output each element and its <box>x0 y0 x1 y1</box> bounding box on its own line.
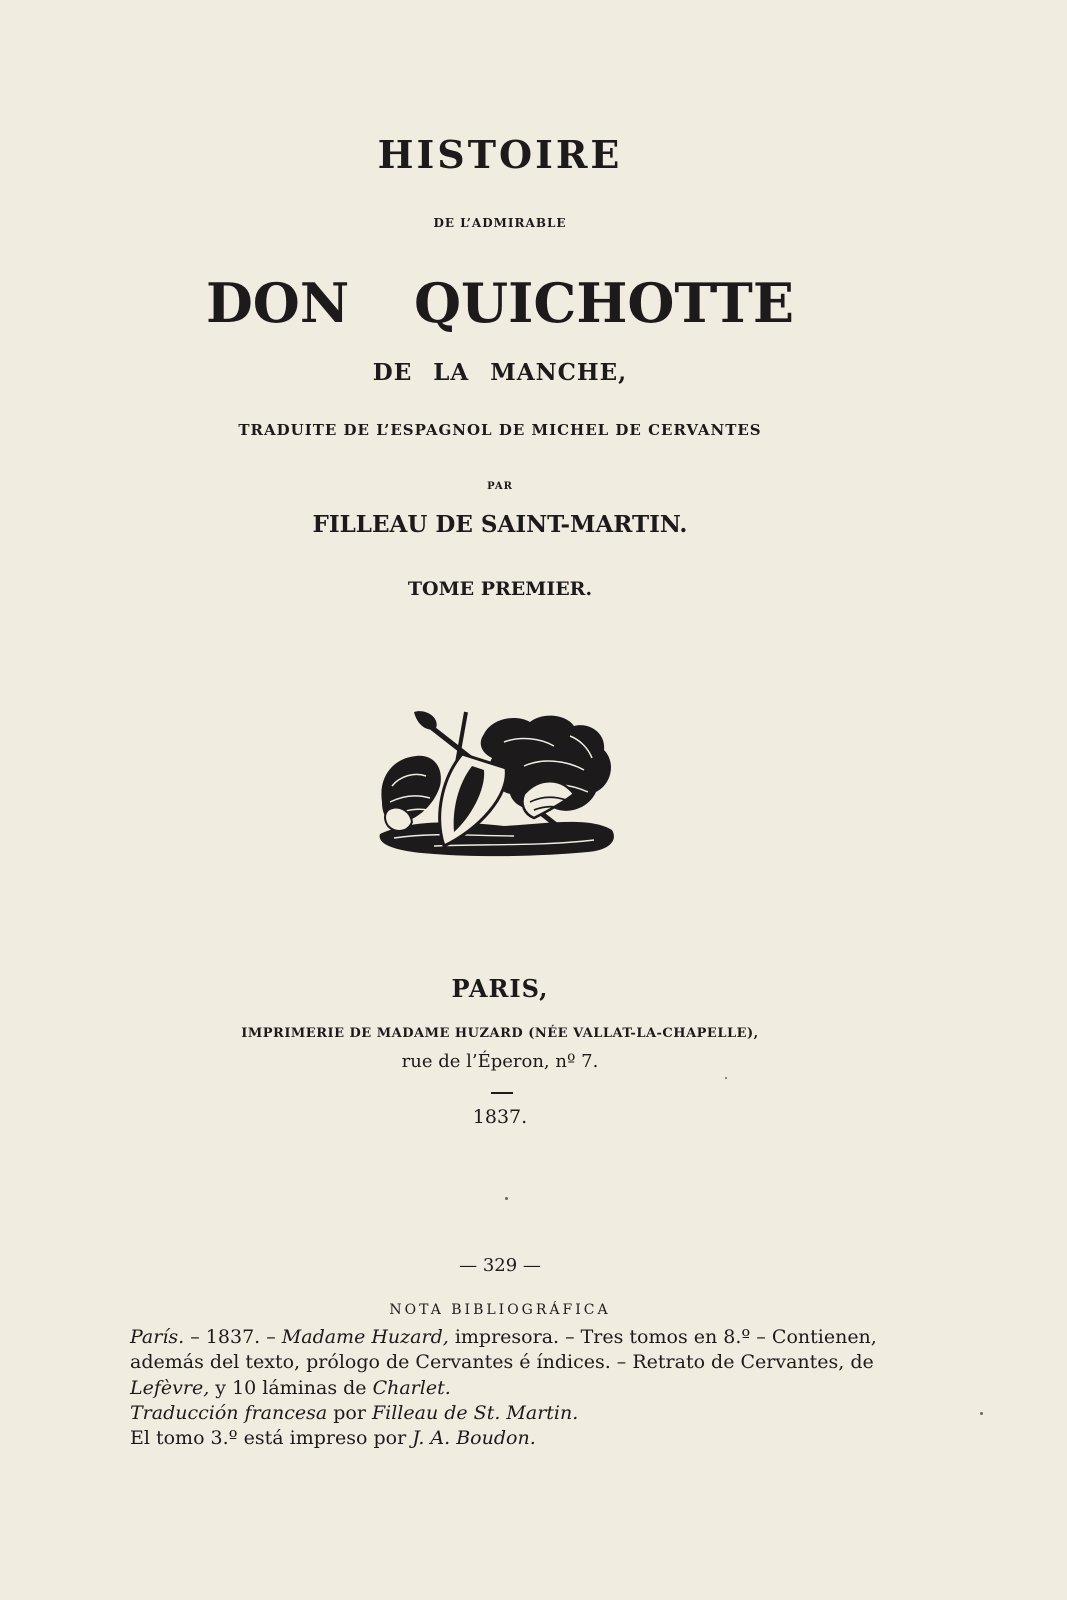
note-por: por <box>327 1402 372 1424</box>
title-de-la-manche: DE LA MANCHE, <box>372 359 628 386</box>
title-de-ladmirable: DE L’ADMIRABLE <box>433 216 567 230</box>
note-line-5 <box>130 1429 890 1448</box>
imprint-address: rue de l’Éperon, nº 7. <box>401 1051 599 1072</box>
woodcut-vignette-icon <box>374 706 624 866</box>
page-number: — 329 — <box>459 1255 541 1276</box>
paper-speck <box>980 1412 983 1415</box>
note-line-3 <box>130 1379 890 1398</box>
note-traduccion: Traducción francesa <box>130 1402 328 1424</box>
note-filleau: Filleau de St. Martin. <box>371 1402 579 1424</box>
note-line-2: además del texto, prólogo de Cervantes é índices. – Retrato de Cervantes, de <box>130 1351 874 1373</box>
note-lefevre: Lefèvre, <box>130 1377 210 1399</box>
imprint-city: PARIS, <box>451 974 549 1003</box>
translator-name: FILLEAU DE SAINT-MARTIN. <box>312 511 688 538</box>
title-don-quichotte: DON QUICHOTTE <box>205 271 795 335</box>
volume-label: TOME PREMIER. <box>407 578 593 600</box>
note-rest: impresora. – Tres tomos en 8.º – Contienen, <box>448 1326 877 1348</box>
note-paris: París. <box>130 1326 185 1348</box>
title-histoire: HISTOIRE <box>377 132 623 177</box>
subtitle-traduite: TRADUITE DE L’ESPAGNOL DE MICHEL DE CERVANTES <box>238 421 762 439</box>
note-huzard: Madame Huzard, <box>281 1326 449 1348</box>
note-sep: – 1837. – <box>184 1326 282 1348</box>
paper-speck <box>725 1077 727 1079</box>
imprint-printer: IMPRIMERIE DE MADAME HUZARD (NÉE VALLAT-LA-CHAPELLE), <box>241 1026 759 1041</box>
paper-speck <box>505 1197 508 1200</box>
nota-heading: NOTA BIBLIOGRÁFICA <box>389 1302 611 1318</box>
imprint-rule <box>491 1092 513 1094</box>
subtitle-par: PAR <box>487 481 513 492</box>
note-charlet: Charlet. <box>372 1377 451 1399</box>
note-line-1 <box>130 1328 890 1347</box>
note-boudon: J. A. Boudon. <box>412 1427 536 1449</box>
note-line-4 <box>130 1404 890 1423</box>
note-mid: y 10 láminas de <box>209 1377 373 1399</box>
note-tomo: El tomo 3.º está impreso por <box>130 1427 413 1449</box>
imprint-year: 1837. <box>472 1106 528 1128</box>
